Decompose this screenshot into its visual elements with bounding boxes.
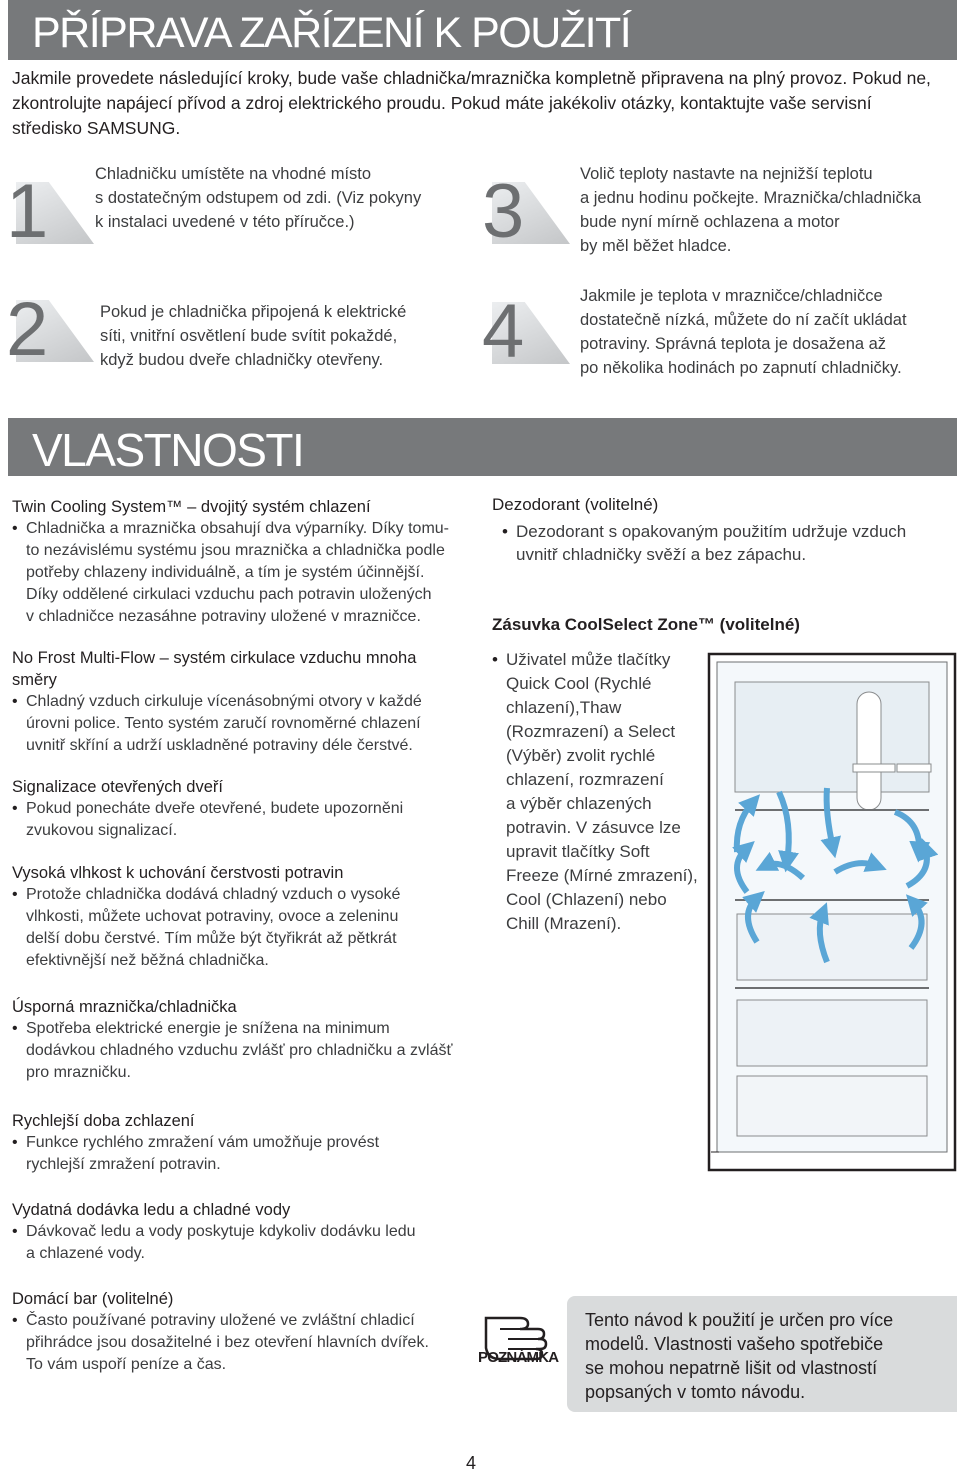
feature-title: No Frost Multi-Flow – systém cirkulace vzduchu mnoha směry	[12, 649, 417, 689]
feature-text: Uživatel může tlačítky Quick Cool (Rychlé chlazení),Thaw (Rozmrazení) a Select (Výběr) zvolit rychlé chlazení, rozmrazení a výběr chlazených potravin. V zásuvce lze upravit tlačítky Soft Freeze (Mírné zmrazení), Cool (Chlazení) nebo Chill (Mrazení).	[506, 650, 698, 933]
step-4-text: Jakmile je teplota v mrazničce/chladničce dostatečně nízká, můžete do ní začít ukládat potraviny. Správná teplota je dosažena až po několika hodinách po zapnutí chladničky.	[580, 287, 907, 377]
fridge-airflow-illustration	[707, 652, 957, 1172]
feature-energy-saving: Úsporná mraznička/chladnička • Spotřeba elektrické energie je snížena na minimum dodávkou chladného vzduchu zvlášť pro chladničku a zvlášť pro mrazničku.	[12, 996, 482, 1084]
feature-title: Dezodorant (volitelné)	[492, 495, 659, 514]
section-title: VLASTNOSTI	[32, 424, 304, 476]
feature-deodorant: Dezodorant (volitelné) • Dezodorant s opakovaným použitím udržuje vzduch uvnitř chladničky svěží a bez zápachu.	[492, 494, 952, 566]
page-title: PŘÍPRAVA ZAŘÍZENÍ K POUŽITÍ	[32, 9, 631, 57]
feature-twin-cooling: Twin Cooling System™ – dvojitý systém chlazení • Chladnička a mraznička obsahují dva výparníky. Díky tomu- to nezávislému systému jsou mraznička a chladnička podle potřeby chlazeny individuálně, a tím je systém účinnější. Díky oddělené cirkulaci vzduchu pach potravin uložených v chladničce nezasáhne potraviny uložené v mrazničce.	[12, 496, 472, 628]
step-3-text: Volič teploty nastavte na nejnižší teplotu a jednu hodinu počkejte. Mraznička/chladnička bude nyní mírně ochlazena a motor by měl běžet hladce.	[580, 165, 922, 255]
feature-title: Signalizace otevřených dveří	[12, 778, 223, 796]
feature-door-alarm: Signalizace otevřených dveří • Pokud ponecháte dveře otevřené, budete upozorněni zvukovou signalizací.	[12, 776, 472, 842]
feature-title: Twin Cooling System™ – dvojitý systém chlazení	[12, 498, 371, 516]
feature-title: Vydatná dodávka ledu a chladné vody	[12, 1201, 291, 1219]
feature-title: Vysoká vlhkost k uchování čerstvosti potravin	[12, 864, 344, 882]
page-number: 4	[466, 1453, 477, 1473]
feature-title: Úsporná mraznička/chladnička	[12, 998, 237, 1016]
feature-no-frost: No Frost Multi-Flow – systém cirkulace vzduchu mnoha směry • Chladný vzduch cirkuluje vícenásobnými otvory v každé úrovni police. Tento systém zaručí rovnoměrné chlazení uvnitř skříní a udrží uskladněné potraviny déle čerstvé.	[12, 647, 452, 757]
feature-title: Domácí bar (volitelné)	[12, 1290, 174, 1308]
feature-text: Chladný vzduch cirkuluje vícenásobnými otvory v každé úrovni police. Tento systém zaručí rovnoměrné chlazení uvnitř skříní a udrží uskladněné potraviny déle čerstvé.	[26, 693, 422, 754]
feature-text: Spotřeba elektrické energie je snížena na minimum dodávkou chladného vzduchu zvlášť pro chladničku a zvlášť pro mrazničku.	[26, 1020, 453, 1081]
feature-text: Protože chladnička dodává chladný vzduch o vysoké vlhkosti, můžete uchovat potraviny, ovoce a zeleninu delší dobu čerstvé. Tím může být čtyřikrát až pětkrát efektivnější než běžná chladnička.	[26, 886, 401, 969]
feature-text: Chladnička a mraznička obsahují dva výparníky. Díky tomu- to nezávislému systému jsou mraznička a chladnička podle potřeby chlazeny individuálně, a tím je systém účinnější. Díky oddělené cirkulaci vzduchu pach potravin uložených v chladničce nezasáhne potraviny uložené v mrazničce.	[26, 520, 449, 625]
step-3-number: 3	[478, 170, 568, 260]
feature-title: Zásuvka CoolSelect Zone™ (volitelné)	[492, 615, 800, 634]
step-2-number: 2	[2, 288, 92, 378]
feature-text: Funkce rychlého zmražení vám umožňuje provést rychlejší zmražení potravin.	[26, 1134, 380, 1173]
feature-text: Často používané potraviny uložené ve zvláštní chladicí přihrádce jsou dosažitelné i bez otevření hlavních dvířek. To vám uspoří peníze a čas.	[26, 1312, 429, 1373]
feature-coolselect-zone: Zásuvka CoolSelect Zone™ (volitelné) • Uživatel může tlačítky Quick Cool (Rychlé chlazení),Thaw (Rozmrazení) a Select (Výběr) zvolit rychlé chlazení, rozmrazení a výběr chlazených potravin. V zásuvce lze upravit tlačítky Soft Freeze (Mírné zmrazení), Cool (Chlazení) nebo Chill (Mrazení).	[492, 614, 707, 936]
page-title-banner	[8, 0, 957, 60]
step-4-number: 4	[478, 290, 568, 380]
note-box: Tento návod k použití je určen pro více modelů. Vlastnosti vašeho spotřebiče se mohou nepatrně lišit od vlastností popsaných v tomto návodu.	[567, 1296, 957, 1412]
step-2-text: Pokud je chladnička připojená k elektrické síti, vnitřní osvětlení bude svítit pokaždé, když budou dveře chladničky otevřeny.	[100, 303, 407, 369]
note-label: POZNÁMKA	[478, 1349, 559, 1366]
feature-fast-cooling: Rychlejší doba zchlazení • Funkce rychlého zmražení vám umožňuje provést rychlejší zmražení potravin.	[12, 1110, 472, 1176]
step-1-text: Chladničku umístěte na vhodné místo s dostatečným odstupem od zdi. (Viz pokyny k instalaci uvedené v této příručce.)	[95, 165, 422, 231]
step-1-number: 1	[2, 170, 92, 260]
feature-title: Rychlejší doba zchlazení	[12, 1112, 195, 1130]
feature-high-humidity: Vysoká vlhkost k uchování čerstvosti potravin • Protože chladnička dodává chladný vzduch o vysoké vlhkosti, můžete uchovat potraviny, ovoce a zeleninu delší dobu čerstvé. Tím může být čtyřikrát až pětkrát efektivnější než běžná chladnička.	[12, 862, 472, 972]
feature-text: Pokud ponecháte dveře otevřené, budete upozorněni zvukovou signalizací.	[26, 800, 404, 839]
intro-paragraph: Jakmile provedete následující kroky, bude vaše chladnička/mraznička kompletně připravena na plný provoz. Pokud ne, zkontrolujte napájecí přívod a zdroj elektrického proudu. Pokud máte jakékoliv otázky, kontaktujte vaše servisní středisko SAMSUNG.	[12, 68, 931, 138]
feature-text: Dezodorant s opakovaným použitím udržuje vzduch uvnitř chladničky svěží a bez zápachu.	[516, 522, 907, 564]
feature-home-bar: Domácí bar (volitelné) • Často používané potraviny uložené ve zvláštní chladicí přihrádce jsou dosažitelné i bez otevření hlavních dvířek. To vám uspoří peníze a čas.	[12, 1288, 472, 1376]
feature-text: Dávkovač ledu a vody poskytuje kdykoliv dodávku ledu a chlazené vody.	[26, 1223, 416, 1262]
feature-ice-water: Vydatná dodávka ledu a chladné vody • Dávkovač ledu a vody poskytuje kdykoliv dodávku ledu a chlazené vody.	[12, 1199, 472, 1265]
section-title-banner	[8, 418, 957, 476]
